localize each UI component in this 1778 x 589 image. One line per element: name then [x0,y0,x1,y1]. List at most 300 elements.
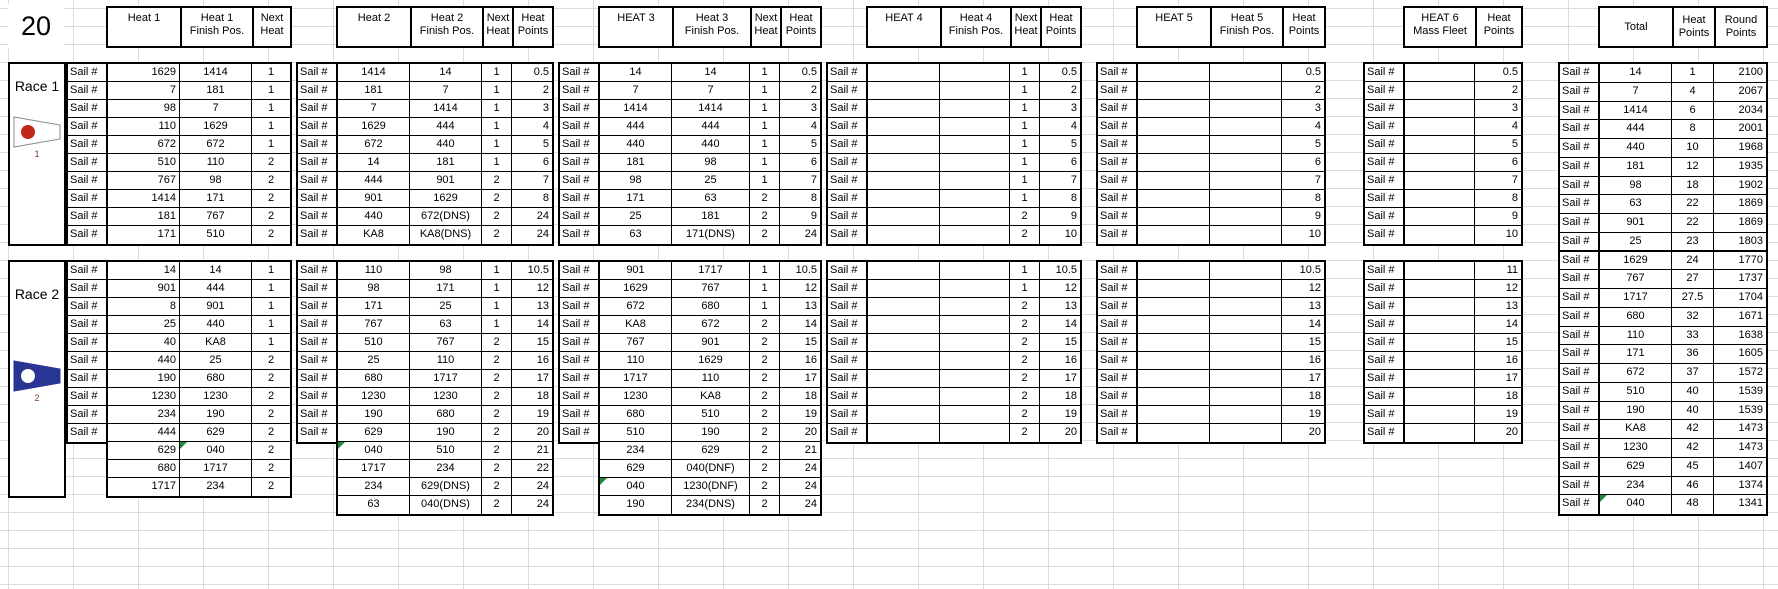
total-r14-label[interactable]: Sail # [1560,327,1598,346]
r2-heat3-r5-c2[interactable]: 2 [750,352,780,370]
total-r2-c1[interactable]: 6 [1672,102,1714,121]
r1-heat2-r5-c3[interactable]: 6 [512,154,552,172]
r2-heat4-r0-c0[interactable] [868,262,940,280]
total-r13-c0[interactable]: 680 [1600,308,1672,327]
r1-heat3-r8-c3[interactable]: 9 [780,208,820,226]
r2-heat3-r5-c3[interactable]: 16 [780,352,820,370]
r2-heat5-r2-c1[interactable] [1210,298,1282,316]
r2-heat3-r2-label[interactable]: Sail # [560,298,598,316]
r2-heat3-r6-c3[interactable]: 17 [780,370,820,388]
r2-heat3-r1-c0[interactable]: 1629 [600,280,672,298]
r2-heat2-r13-c0[interactable]: 63 [338,496,410,514]
r2-heat2-r3-c2[interactable]: 1 [482,316,512,334]
r2-heat1-r7-c1[interactable]: 1230 [180,388,252,406]
r1-heat3-r7-c3[interactable]: 8 [780,190,820,208]
total-r1-c2[interactable]: 2067 [1714,83,1766,102]
total-r10-c2[interactable]: 1770 [1714,252,1766,271]
r1-heat5-r0-c1[interactable] [1210,64,1282,82]
r2-heat2-r10-c1[interactable]: 510 [410,442,482,460]
r1-heat3-r7-c2[interactable]: 2 [750,190,780,208]
r1-heat3-r3-c0[interactable]: 444 [600,118,672,136]
r2-heat2-r12-c0[interactable]: 234 [338,478,410,496]
r1-heat3-r7-c1[interactable]: 63 [672,190,750,208]
r1-heat1-r2-c0[interactable]: 98 [108,100,180,118]
r2-heat1-r8-c2[interactable]: 2 [252,406,290,424]
r2-heat4-r8-c2[interactable]: 2 [1010,406,1040,424]
r2-heat1-r3-c2[interactable]: 1 [252,316,290,334]
r1-heat6-r2-c1[interactable]: 3 [1475,100,1521,118]
r2-heat5-r6-c1[interactable] [1210,370,1282,388]
r2-heat4-r7-c3[interactable]: 18 [1040,388,1080,406]
r1-heat3-r0-c1[interactable]: 14 [672,64,750,82]
r1-heat1-r9-c2[interactable]: 2 [252,226,290,244]
total-r16-c1[interactable]: 37 [1672,364,1714,383]
r1-heat5-r2-label[interactable]: Sail # [1098,100,1136,118]
heat3-title-cell[interactable]: HEAT 3 [617,12,655,24]
r2-heat4-r5-c0[interactable] [868,352,940,370]
r1-heat1-r5-c2[interactable]: 2 [252,154,290,172]
r2-heat2-r6-c1[interactable]: 1717 [410,370,482,388]
r2-heat2-r2-c1[interactable]: 25 [410,298,482,316]
r2-heat1-r8-c0[interactable]: 234 [108,406,180,424]
r2-heat1-r12-c0[interactable]: 1717 [108,478,180,496]
r1-heat2-r5-c0[interactable]: 14 [338,154,410,172]
r2-heat2-r11-c0[interactable]: 1717 [338,460,410,478]
r2-heat4-r6-c2[interactable]: 2 [1010,370,1040,388]
r1-heat3-r0-c2[interactable]: 1 [750,64,780,82]
heat3-next-cell[interactable]: Next Heat [750,8,780,46]
r1-heat1-r0-label[interactable]: Sail # [68,64,106,82]
total-r11-c0[interactable]: 767 [1600,270,1672,289]
r1-heat5-r3-c2[interactable]: 4 [1282,118,1324,136]
r2-heat2-r12-c2[interactable]: 2 [482,478,512,496]
r2-heat2-r3-c0[interactable]: 767 [338,316,410,334]
r1-heat4-r7-c2[interactable]: 1 [1010,190,1040,208]
r1-heat4-r9-c3[interactable]: 10 [1040,226,1080,244]
r2-heat3-r7-c3[interactable]: 18 [780,388,820,406]
r1-heat2-r2-label[interactable]: Sail # [298,100,336,118]
r1-heat4-r8-c1[interactable] [940,208,1010,226]
total-r2-c0[interactable]: 1414 [1600,102,1672,121]
r2-heat2-r7-c0[interactable]: 1230 [338,388,410,406]
r1-heat4-r7-c1[interactable] [940,190,1010,208]
r2-heat4-r4-c2[interactable]: 2 [1010,334,1040,352]
r1-heat3-r8-label[interactable]: Sail # [560,208,598,226]
r1-heat1-r8-c1[interactable]: 767 [180,208,252,226]
r2-heat1-r5-c2[interactable]: 2 [252,352,290,370]
r1-heat3-r4-c0[interactable]: 440 [600,136,672,154]
r2-heat1-r3-c1[interactable]: 440 [180,316,252,334]
r1-heat6-r9-label[interactable]: Sail # [1365,226,1403,244]
total-r8-c0[interactable]: 901 [1600,214,1672,233]
r1-heat2-r1-c2[interactable]: 1 [482,82,512,100]
r1-heat4-r5-c2[interactable]: 1 [1010,154,1040,172]
r2-heat3-r7-c1[interactable]: KA8 [672,388,750,406]
r2-heat4-r8-label[interactable]: Sail # [828,406,866,424]
r2-heat5-r6-label[interactable]: Sail # [1098,370,1136,388]
total-r0-label[interactable]: Sail # [1560,64,1598,83]
r1-heat5-r8-c0[interactable] [1138,208,1210,226]
total-r6-label[interactable]: Sail # [1560,177,1598,196]
r1-heat2-r4-c3[interactable]: 5 [512,136,552,154]
r2-heat5-r3-c1[interactable] [1210,316,1282,334]
r2-heat5-r1-c1[interactable] [1210,280,1282,298]
r1-heat2-r3-c1[interactable]: 444 [410,118,482,136]
r2-heat6-r1-c1[interactable]: 12 [1475,280,1521,298]
r2-heat2-r4-label[interactable]: Sail # [298,334,336,352]
r2-heat1-r2-label[interactable]: Sail # [68,298,106,316]
total-r19-label[interactable]: Sail # [1560,420,1598,439]
r2-heat4-r0-c2[interactable]: 1 [1010,262,1040,280]
total-r14-c1[interactable]: 33 [1672,327,1714,346]
r2-heat1-r2-c2[interactable]: 1 [252,298,290,316]
r1-heat5-r3-c0[interactable] [1138,118,1210,136]
r1-heat5-r2-c1[interactable] [1210,100,1282,118]
r2-heat2-r10-c3[interactable]: 21 [512,442,552,460]
r1-heat1-r2-label[interactable]: Sail # [68,100,106,118]
r1-heat6-r0-label[interactable]: Sail # [1365,64,1403,82]
r2-heat5-r8-c0[interactable] [1138,406,1210,424]
r2-heat4-r9-c0[interactable] [868,424,940,442]
r1-heat4-r4-c3[interactable]: 5 [1040,136,1080,154]
r2-heat2-r6-c2[interactable]: 2 [482,370,512,388]
r2-heat2-r6-c0[interactable]: 680 [338,370,410,388]
r1-heat4-r6-label[interactable]: Sail # [828,172,866,190]
r2-heat4-r1-c2[interactable]: 1 [1010,280,1040,298]
r1-heat4-r2-label[interactable]: Sail # [828,100,866,118]
r1-heat2-r0-label[interactable]: Sail # [298,64,336,82]
r2-heat2-r2-c0[interactable]: 171 [338,298,410,316]
r1-heat2-r3-c3[interactable]: 4 [512,118,552,136]
total-r6-c2[interactable]: 1902 [1714,177,1766,196]
r1-heat4-r1-c1[interactable] [940,82,1010,100]
r1-heat3-r6-label[interactable]: Sail # [560,172,598,190]
r1-heat5-r2-c2[interactable]: 3 [1282,100,1324,118]
total-r5-c0[interactable]: 181 [1600,158,1672,177]
r2-heat2-r13-c3[interactable]: 24 [512,496,552,514]
r2-heat1-r7-label[interactable]: Sail # [68,388,106,406]
r1-heat1-r6-c0[interactable]: 767 [108,172,180,190]
r1-heat3-r1-c0[interactable]: 7 [600,82,672,100]
r1-heat4-r2-c2[interactable]: 1 [1010,100,1040,118]
r2-heat3-r2-c0[interactable]: 672 [600,298,672,316]
r1-heat1-r8-label[interactable]: Sail # [68,208,106,226]
r2-heat5-r2-c0[interactable] [1138,298,1210,316]
r2-heat1-r12-c2[interactable]: 2 [252,478,290,496]
r2-heat4-r9-c3[interactable]: 20 [1040,424,1080,442]
r2-heat2-r1-c2[interactable]: 1 [482,280,512,298]
total-r18-c1[interactable]: 40 [1672,402,1714,421]
r1-heat2-r9-c1[interactable]: KA8(DNS) [410,226,482,244]
r2-heat2-r7-c1[interactable]: 1230 [410,388,482,406]
r2-heat5-r8-c1[interactable] [1210,406,1282,424]
r2-heat2-r3-c3[interactable]: 14 [512,316,552,334]
total-r9-c1[interactable]: 23 [1672,233,1714,252]
r2-heat6-r8-c1[interactable]: 19 [1475,406,1521,424]
r1-heat1-r0-c0[interactable]: 1629 [108,64,180,82]
r2-heat6-r9-c0[interactable] [1405,424,1475,442]
r1-heat3-r0-c0[interactable]: 14 [600,64,672,82]
r2-heat3-r0-c0[interactable]: 901 [600,262,672,280]
r2-heat3-r0-c3[interactable]: 10.5 [780,262,820,280]
r2-heat3-r5-label[interactable]: Sail # [560,352,598,370]
r2-heat6-r7-label[interactable]: Sail # [1365,388,1403,406]
r2-heat4-r2-c3[interactable]: 13 [1040,298,1080,316]
r2-heat3-r8-c1[interactable]: 510 [672,406,750,424]
total-r18-c0[interactable]: 190 [1600,402,1672,421]
r2-heat3-r1-c3[interactable]: 12 [780,280,820,298]
r1-heat2-r1-label[interactable]: Sail # [298,82,336,100]
total-r10-c0[interactable]: 1629 [1600,252,1672,271]
r2-heat3-r6-c1[interactable]: 110 [672,370,750,388]
total-r4-c2[interactable]: 1968 [1714,139,1766,158]
r1-heat2-r9-c0[interactable]: KA8 [338,226,410,244]
r1-heat2-r2-c1[interactable]: 1414 [410,100,482,118]
r2-heat6-r5-c1[interactable]: 16 [1475,352,1521,370]
r1-heat4-r7-label[interactable]: Sail # [828,190,866,208]
r1-heat1-r3-c1[interactable]: 1629 [180,118,252,136]
r1-heat1-r2-c2[interactable]: 1 [252,100,290,118]
r1-heat2-r1-c1[interactable]: 7 [410,82,482,100]
r2-heat2-r1-c1[interactable]: 171 [410,280,482,298]
total-round-points-cell[interactable]: Round Points [1714,8,1766,46]
r1-heat6-r6-label[interactable]: Sail # [1365,172,1403,190]
r1-heat3-r5-c1[interactable]: 98 [672,154,750,172]
r1-heat3-r2-c0[interactable]: 1414 [600,100,672,118]
r1-heat6-r6-c0[interactable] [1405,172,1475,190]
total-r9-c0[interactable]: 25 [1600,233,1672,252]
r1-heat3-r3-label[interactable]: Sail # [560,118,598,136]
r1-heat3-r4-c3[interactable]: 5 [780,136,820,154]
r2-heat1-r5-c1[interactable]: 25 [180,352,252,370]
r1-heat5-r4-label[interactable]: Sail # [1098,136,1136,154]
total-r20-c0[interactable]: 1230 [1600,439,1672,458]
r1-heat2-r4-c0[interactable]: 672 [338,136,410,154]
r2-heat2-r13-c2[interactable]: 2 [482,496,512,514]
total-r3-c0[interactable]: 444 [1600,120,1672,139]
r2-heat2-r0-label[interactable]: Sail # [298,262,336,280]
r1-heat2-r5-label[interactable]: Sail # [298,154,336,172]
total-r17-label[interactable]: Sail # [1560,383,1598,402]
r2-heat5-r0-c2[interactable]: 10.5 [1282,262,1324,280]
r1-heat5-r2-c0[interactable] [1138,100,1210,118]
r1-heat4-r3-label[interactable]: Sail # [828,118,866,136]
r2-heat2-r0-c2[interactable]: 1 [482,262,512,280]
r2-heat6-r6-c1[interactable]: 17 [1475,370,1521,388]
r2-heat6-r9-c1[interactable]: 20 [1475,424,1521,442]
r2-heat3-r12-c0[interactable]: 040 [600,478,672,496]
r2-heat5-r5-label[interactable]: Sail # [1098,352,1136,370]
r1-heat1-r4-c0[interactable]: 672 [108,136,180,154]
r2-heat1-r0-label[interactable]: Sail # [68,262,106,280]
r2-heat3-r4-c0[interactable]: 767 [600,334,672,352]
r2-heat3-r0-c1[interactable]: 1717 [672,262,750,280]
r2-heat1-r7-c0[interactable]: 1230 [108,388,180,406]
r1-heat1-r7-c1[interactable]: 171 [180,190,252,208]
r1-heat4-r3-c0[interactable] [868,118,940,136]
r1-heat1-r3-c2[interactable]: 1 [252,118,290,136]
heat2-title-cell[interactable]: Heat 2 [357,12,391,24]
r2-heat2-r8-c3[interactable]: 19 [512,406,552,424]
r2-heat2-r2-label[interactable]: Sail # [298,298,336,316]
r1-heat6-r3-c0[interactable] [1405,118,1475,136]
total-r19-c1[interactable]: 42 [1672,420,1714,439]
r1-heat3-r5-c3[interactable]: 6 [780,154,820,172]
r2-heat2-r5-c0[interactable]: 25 [338,352,410,370]
r1-heat5-r9-c1[interactable] [1210,226,1282,244]
r2-heat3-r8-c2[interactable]: 2 [750,406,780,424]
r2-heat1-r10-c0[interactable]: 629 [108,442,180,460]
r2-heat4-r5-c2[interactable]: 2 [1010,352,1040,370]
r2-heat1-r10-c1[interactable]: 040 [180,442,252,460]
r2-heat1-r4-c1[interactable]: KA8 [180,334,252,352]
r2-heat1-r9-c0[interactable]: 444 [108,424,180,442]
r1-heat5-r1-c2[interactable]: 2 [1282,82,1324,100]
r2-heat6-r1-c0[interactable] [1405,280,1475,298]
r2-heat2-r4-c2[interactable]: 2 [482,334,512,352]
heat2-finish-cell[interactable]: Heat 2 Finish Pos. [410,8,482,46]
r2-heat5-r0-c1[interactable] [1210,262,1282,280]
r2-heat3-r1-c2[interactable]: 1 [750,280,780,298]
r2-heat6-r2-label[interactable]: Sail # [1365,298,1403,316]
race-1-box[interactable] [8,62,66,246]
r2-heat4-r3-label[interactable]: Sail # [828,316,866,334]
r1-heat5-r6-c2[interactable]: 7 [1282,172,1324,190]
r1-heat1-r6-c1[interactable]: 98 [180,172,252,190]
r1-heat4-r0-c0[interactable] [868,64,940,82]
r2-heat6-r8-c0[interactable] [1405,406,1475,424]
r1-heat6-r4-label[interactable]: Sail # [1365,136,1403,154]
total-r17-c2[interactable]: 1539 [1714,383,1766,402]
r2-heat4-r4-label[interactable]: Sail # [828,334,866,352]
r2-heat4-r0-c3[interactable]: 10.5 [1040,262,1080,280]
r2-heat5-r7-c0[interactable] [1138,388,1210,406]
r1-heat5-r5-c1[interactable] [1210,154,1282,172]
r2-heat6-r6-label[interactable]: Sail # [1365,370,1403,388]
r2-heat5-r8-c2[interactable]: 19 [1282,406,1324,424]
r2-heat3-r7-c2[interactable]: 2 [750,388,780,406]
r2-heat6-r5-c0[interactable] [1405,352,1475,370]
r2-heat3-r13-c3[interactable]: 24 [780,496,820,514]
r2-heat1-r11-c2[interactable]: 2 [252,460,290,478]
r1-heat3-r7-c0[interactable]: 171 [600,190,672,208]
r1-heat2-r6-c0[interactable]: 444 [338,172,410,190]
r2-heat2-r11-c2[interactable]: 2 [482,460,512,478]
total-r6-c0[interactable]: 98 [1600,177,1672,196]
r2-heat1-r10-c2[interactable]: 2 [252,442,290,460]
r2-heat1-r0-c1[interactable]: 14 [180,262,252,280]
r2-heat2-r10-c0[interactable]: 040 [338,442,410,460]
r2-heat3-r7-label[interactable]: Sail # [560,388,598,406]
r2-heat2-r11-c3[interactable]: 22 [512,460,552,478]
r1-heat5-r4-c2[interactable]: 5 [1282,136,1324,154]
r1-heat1-r5-label[interactable]: Sail # [68,154,106,172]
total-r1-label[interactable]: Sail # [1560,83,1598,102]
r1-heat4-r9-c1[interactable] [940,226,1010,244]
total-r17-c1[interactable]: 40 [1672,383,1714,402]
r2-heat3-r9-c2[interactable]: 2 [750,424,780,442]
total-r12-c2[interactable]: 1704 [1714,289,1766,308]
r1-heat4-r5-c1[interactable] [940,154,1010,172]
r2-heat3-r13-c1[interactable]: 234(DNS) [672,496,750,514]
r2-heat4-r6-c0[interactable] [868,370,940,388]
r2-heat5-r4-c1[interactable] [1210,334,1282,352]
r2-heat1-r6-c2[interactable]: 2 [252,370,290,388]
r1-heat2-r6-c1[interactable]: 901 [410,172,482,190]
r2-heat2-r2-c2[interactable]: 1 [482,298,512,316]
total-r12-label[interactable]: Sail # [1560,289,1598,308]
r1-heat3-r2-c1[interactable]: 1414 [672,100,750,118]
r2-heat5-r2-label[interactable]: Sail # [1098,298,1136,316]
r1-heat4-r6-c2[interactable]: 1 [1010,172,1040,190]
r1-heat6-r7-label[interactable]: Sail # [1365,190,1403,208]
r1-heat5-r5-c2[interactable]: 6 [1282,154,1324,172]
r2-heat3-r0-c2[interactable]: 1 [750,262,780,280]
r2-heat6-r5-label[interactable]: Sail # [1365,352,1403,370]
r2-heat3-r10-c0[interactable]: 234 [600,442,672,460]
total-r8-c2[interactable]: 1869 [1714,214,1766,233]
r2-heat3-r3-c1[interactable]: 672 [672,316,750,334]
r1-heat1-r1-label[interactable]: Sail # [68,82,106,100]
r1-heat6-r7-c0[interactable] [1405,190,1475,208]
r2-heat1-r9-c2[interactable]: 2 [252,424,290,442]
total-r2-c2[interactable]: 2034 [1714,102,1766,121]
r2-heat3-r8-label[interactable]: Sail # [560,406,598,424]
r2-heat4-r6-c1[interactable] [940,370,1010,388]
r1-heat3-r4-c1[interactable]: 440 [672,136,750,154]
r1-heat4-r4-c1[interactable] [940,136,1010,154]
r2-heat2-r12-c3[interactable]: 24 [512,478,552,496]
r2-heat2-r13-c1[interactable]: 040(DNS) [410,496,482,514]
total-r8-c1[interactable]: 22 [1672,214,1714,233]
r1-heat4-r1-c3[interactable]: 2 [1040,82,1080,100]
r2-heat1-r1-c0[interactable]: 901 [108,280,180,298]
r1-heat1-r7-c2[interactable]: 2 [252,190,290,208]
r2-heat5-r1-label[interactable]: Sail # [1098,280,1136,298]
total-r16-c2[interactable]: 1572 [1714,364,1766,383]
heat2-next-cell[interactable]: Next Heat [482,8,512,46]
r2-heat2-r8-label[interactable]: Sail # [298,406,336,424]
r1-heat5-r1-label[interactable]: Sail # [1098,82,1136,100]
r1-heat3-r6-c2[interactable]: 1 [750,172,780,190]
total-r7-label[interactable]: Sail # [1560,195,1598,214]
r2-heat5-r6-c0[interactable] [1138,370,1210,388]
r1-heat6-r2-c0[interactable] [1405,100,1475,118]
r2-heat5-r9-c2[interactable]: 20 [1282,424,1324,442]
total-r11-c2[interactable]: 1737 [1714,270,1766,289]
r1-heat2-r5-c2[interactable]: 1 [482,154,512,172]
r1-heat5-r9-c2[interactable]: 10 [1282,226,1324,244]
r1-heat6-r5-label[interactable]: Sail # [1365,154,1403,172]
r1-heat5-r8-c1[interactable] [1210,208,1282,226]
r1-heat4-r8-c2[interactable]: 2 [1010,208,1040,226]
r2-heat1-r11-c0[interactable]: 680 [108,460,180,478]
total-r15-c2[interactable]: 1605 [1714,345,1766,364]
r2-heat6-r1-label[interactable]: Sail # [1365,280,1403,298]
r1-heat4-r9-c0[interactable] [868,226,940,244]
r2-heat4-r4-c3[interactable]: 15 [1040,334,1080,352]
r2-heat1-r8-label[interactable]: Sail # [68,406,106,424]
r1-heat3-r8-c2[interactable]: 2 [750,208,780,226]
total-r15-c1[interactable]: 36 [1672,345,1714,364]
r1-heat3-r9-c2[interactable]: 2 [750,226,780,244]
r1-heat2-r2-c2[interactable]: 1 [482,100,512,118]
r1-heat5-r5-c0[interactable] [1138,154,1210,172]
r2-heat4-r8-c3[interactable]: 19 [1040,406,1080,424]
r2-heat5-r2-c2[interactable]: 13 [1282,298,1324,316]
r2-heat3-r10-c3[interactable]: 21 [780,442,820,460]
r1-heat6-r0-c1[interactable]: 0.5 [1475,64,1521,82]
